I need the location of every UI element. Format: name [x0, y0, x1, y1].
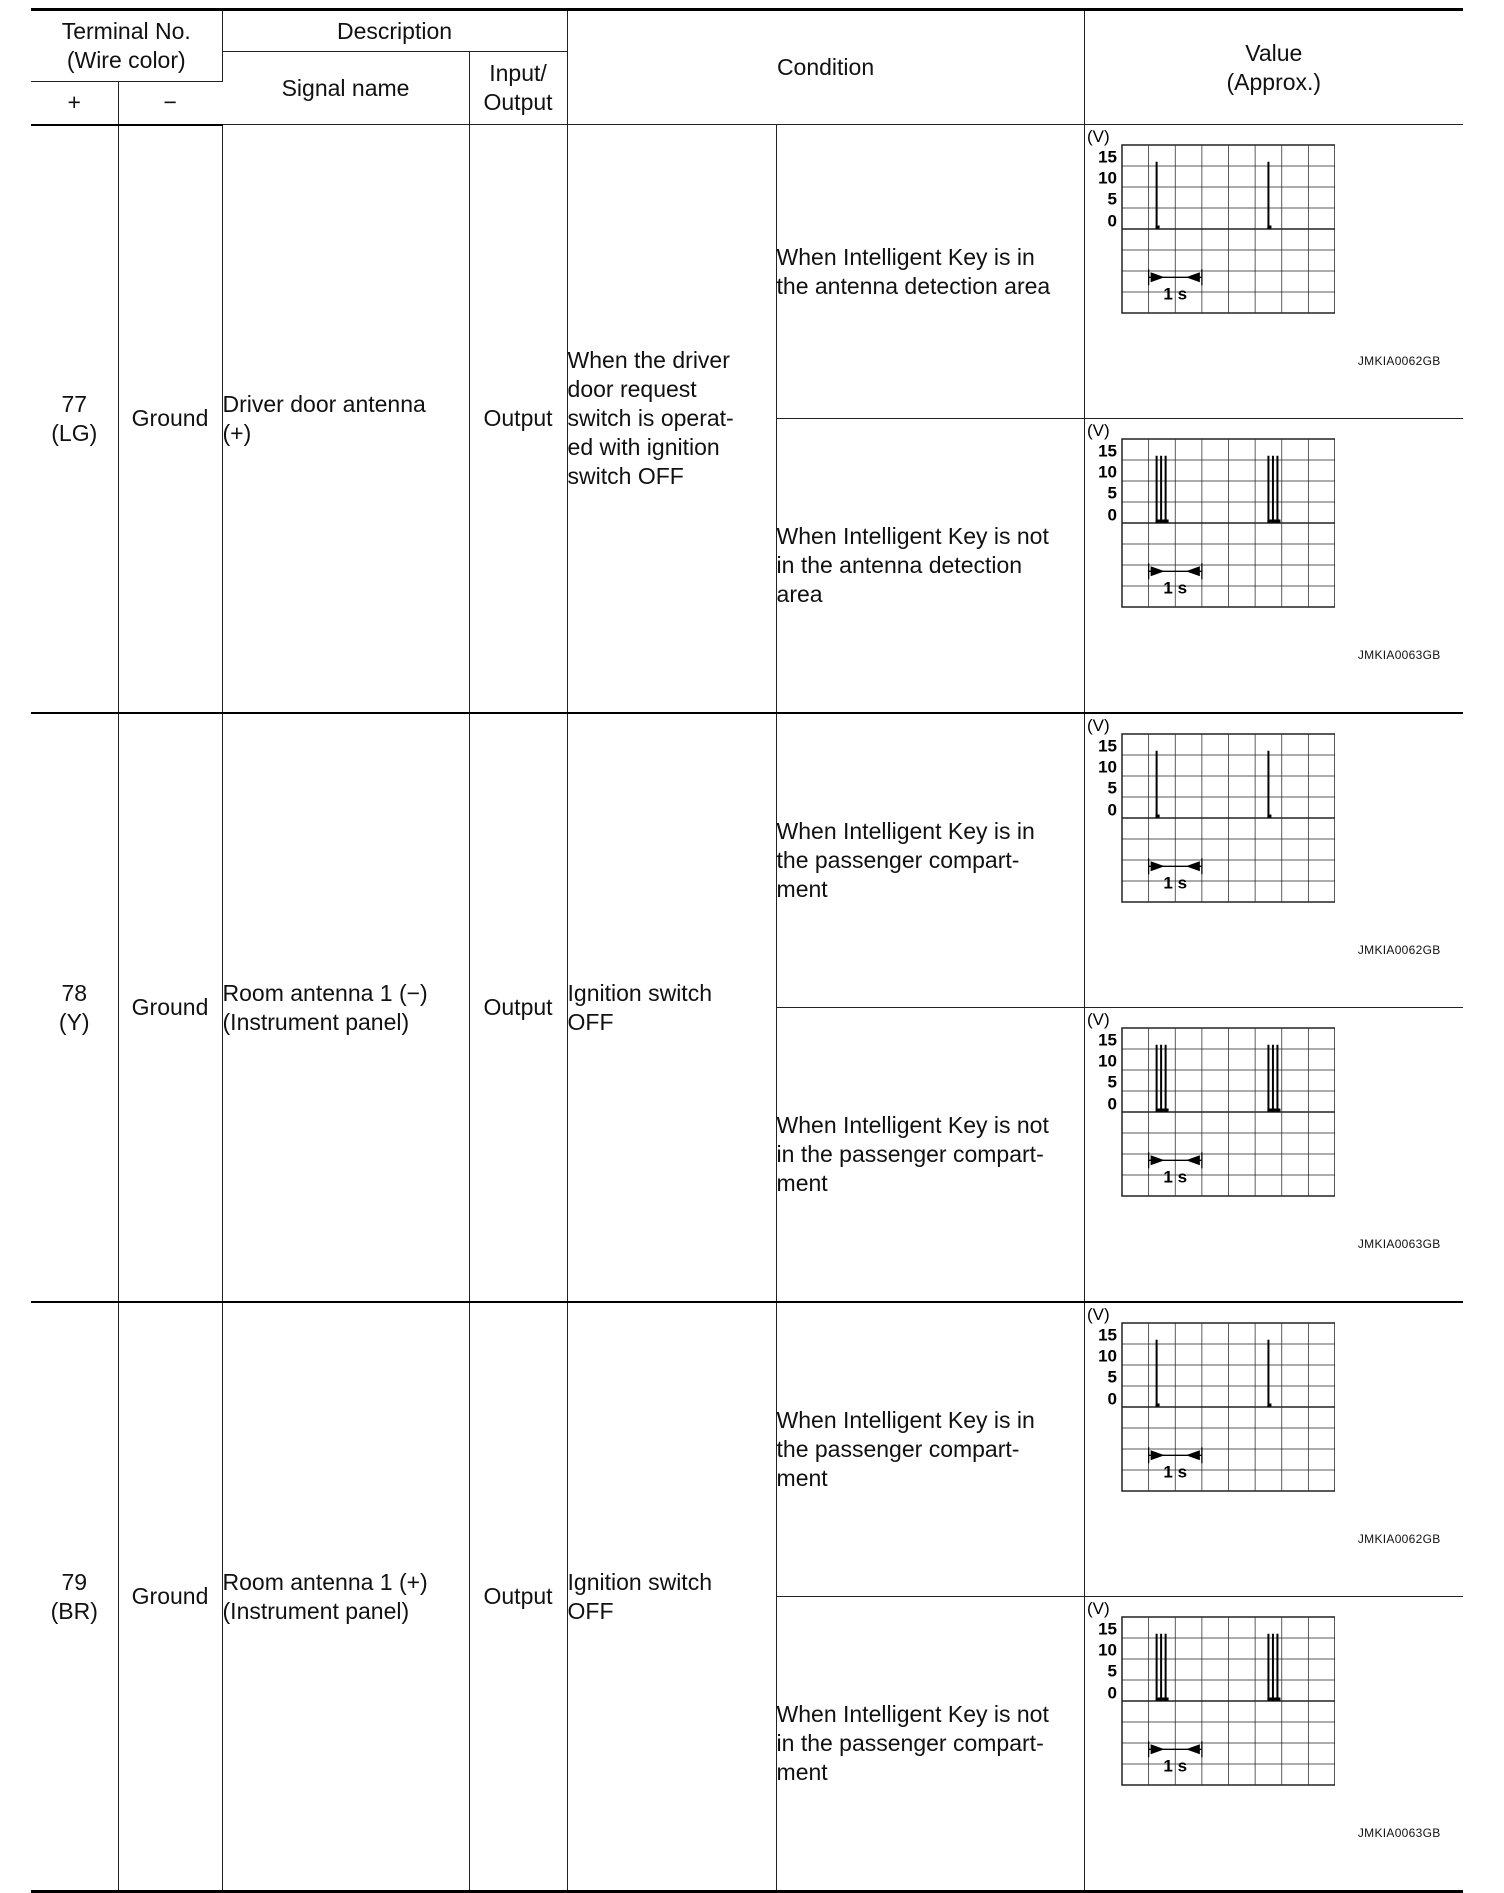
terminal-number: 78 (Y) — [31, 713, 118, 1302]
condition-detail: When Intelligent Key is not in the passenger compart- ment — [776, 1008, 1084, 1303]
value-cell — [1084, 125, 1463, 419]
y-tick-label: 0 — [1107, 800, 1117, 820]
arrow-right-icon — [1150, 566, 1164, 576]
table-header — [31, 10, 1463, 125]
arrow-right-icon — [1150, 272, 1164, 282]
y-tick-label: 5 — [1107, 189, 1117, 209]
signal-name: Driver door antenna (+) — [222, 125, 469, 714]
y-tick-label: 10 — [1097, 462, 1117, 482]
figure-code: JMKIA0063GB — [1357, 1826, 1441, 1840]
value-cell — [1084, 419, 1463, 714]
y-tick-label: 10 — [1097, 1346, 1117, 1366]
arrow-left-icon — [1185, 1155, 1199, 1165]
header-minus: − — [118, 82, 222, 125]
y-tick-label: 5 — [1107, 1072, 1117, 1092]
signal-name: Room antenna 1 (−) (Instrument panel) — [222, 713, 469, 1302]
input-output: Output — [469, 1302, 567, 1892]
waveform-figure — [1085, 419, 1449, 712]
time-scale-label: 1 s — [1162, 284, 1187, 304]
oscilloscope-waveform — [1085, 714, 1335, 914]
condition-main: Ignition switch OFF — [567, 713, 776, 1302]
ground-terminal: Ground — [118, 125, 222, 714]
header-value: Value (Approx.) — [1084, 10, 1463, 125]
figure-code: JMKIA0063GB — [1357, 648, 1441, 662]
input-output: Output — [469, 713, 567, 1302]
y-unit-label: (V) — [1086, 421, 1110, 440]
input-output: Output — [469, 125, 567, 714]
figure-code: JMKIA0062GB — [1357, 943, 1441, 957]
condition-main: When the driver door request switch is operat- ed with ignition switch OFF — [567, 125, 776, 714]
y-unit-label: (V) — [1086, 1599, 1110, 1618]
y-tick-label: 15 — [1097, 1030, 1117, 1050]
figure-code: JMKIA0062GB — [1357, 354, 1441, 368]
terminal-number: 79 (BR) — [31, 1302, 118, 1892]
arrow-left-icon — [1185, 1450, 1199, 1460]
table-row — [31, 1302, 1463, 1597]
y-tick-label: 5 — [1107, 1661, 1117, 1681]
arrow-right-icon — [1150, 861, 1164, 871]
value-cell — [1084, 1302, 1463, 1597]
arrow-left-icon — [1185, 566, 1199, 576]
table-body — [31, 125, 1463, 1892]
y-tick-label: 0 — [1107, 1683, 1117, 1703]
table-row — [31, 125, 1463, 419]
condition-detail: When Intelligent Key is in the passenger compart- ment — [776, 713, 1084, 1008]
arrow-left-icon — [1185, 861, 1199, 871]
signal-name: Room antenna 1 (+) (Instrument panel) — [222, 1302, 469, 1892]
condition-detail: When Intelligent Key is not in the passenger compart- ment — [776, 1597, 1084, 1892]
time-scale-label: 1 s — [1162, 1167, 1187, 1187]
y-tick-label: 10 — [1097, 168, 1117, 188]
arrow-right-icon — [1150, 1155, 1164, 1165]
ground-terminal: Ground — [118, 713, 222, 1302]
arrow-left-icon — [1185, 272, 1199, 282]
header-description: Description — [222, 10, 567, 52]
arrow-right-icon — [1150, 1744, 1164, 1754]
condition-detail: When Intelligent Key is in the antenna detection area — [776, 125, 1084, 419]
y-tick-label: 10 — [1097, 1051, 1117, 1071]
time-scale-label: 1 s — [1162, 578, 1187, 598]
y-tick-label: 0 — [1107, 211, 1117, 231]
y-unit-label: (V) — [1086, 1305, 1110, 1324]
figure-code: JMKIA0062GB — [1357, 1532, 1441, 1546]
y-tick-label: 15 — [1097, 736, 1117, 756]
time-scale-label: 1 s — [1162, 1462, 1187, 1482]
y-tick-label: 15 — [1097, 1325, 1117, 1345]
arrow-left-icon — [1185, 1744, 1199, 1754]
header-plus: + — [31, 82, 118, 125]
y-tick-label: 5 — [1107, 1367, 1117, 1387]
value-cell — [1084, 1597, 1463, 1892]
waveform-figure — [1085, 1008, 1449, 1301]
header-signal-name: Signal name — [222, 52, 469, 125]
condition-detail: When Intelligent Key is not in the antenna detection area — [776, 419, 1084, 714]
y-tick-label: 0 — [1107, 1094, 1117, 1114]
y-unit-label: (V) — [1086, 127, 1110, 146]
waveform-figure — [1085, 125, 1449, 418]
table-row — [31, 713, 1463, 1008]
arrow-right-icon — [1150, 1450, 1164, 1460]
oscilloscope-waveform — [1085, 125, 1335, 325]
condition-main: Ignition switch OFF — [567, 1302, 776, 1892]
header-input-output: Input/ Output — [469, 52, 567, 125]
oscilloscope-waveform — [1085, 1303, 1335, 1503]
y-tick-label: 15 — [1097, 441, 1117, 461]
y-tick-label: 10 — [1097, 1640, 1117, 1660]
y-tick-label: 15 — [1097, 147, 1117, 167]
waveform-figure — [1085, 714, 1449, 1007]
oscilloscope-waveform — [1085, 1597, 1335, 1797]
header-terminal-no: Terminal No. (Wire color) — [31, 10, 222, 82]
y-tick-label: 5 — [1107, 483, 1117, 503]
ground-terminal: Ground — [118, 1302, 222, 1892]
y-unit-label: (V) — [1086, 1010, 1110, 1029]
y-tick-label: 0 — [1107, 1389, 1117, 1409]
y-tick-label: 15 — [1097, 1619, 1117, 1639]
value-cell — [1084, 1008, 1463, 1303]
y-tick-label: 5 — [1107, 778, 1117, 798]
waveform-figure — [1085, 1303, 1449, 1596]
time-scale-label: 1 s — [1162, 873, 1187, 893]
value-cell — [1084, 713, 1463, 1008]
time-scale-label: 1 s — [1162, 1756, 1187, 1776]
header-condition: Condition — [567, 10, 1084, 125]
waveform-figure — [1085, 1597, 1449, 1890]
oscilloscope-waveform — [1085, 419, 1335, 619]
terminal-table — [31, 8, 1463, 1893]
condition-detail: When Intelligent Key is in the passenger compart- ment — [776, 1302, 1084, 1597]
y-tick-label: 10 — [1097, 757, 1117, 777]
oscilloscope-waveform — [1085, 1008, 1335, 1208]
y-tick-label: 0 — [1107, 505, 1117, 525]
figure-code: JMKIA0063GB — [1357, 1237, 1441, 1251]
y-unit-label: (V) — [1086, 716, 1110, 735]
terminal-number: 77 (LG) — [31, 125, 118, 714]
